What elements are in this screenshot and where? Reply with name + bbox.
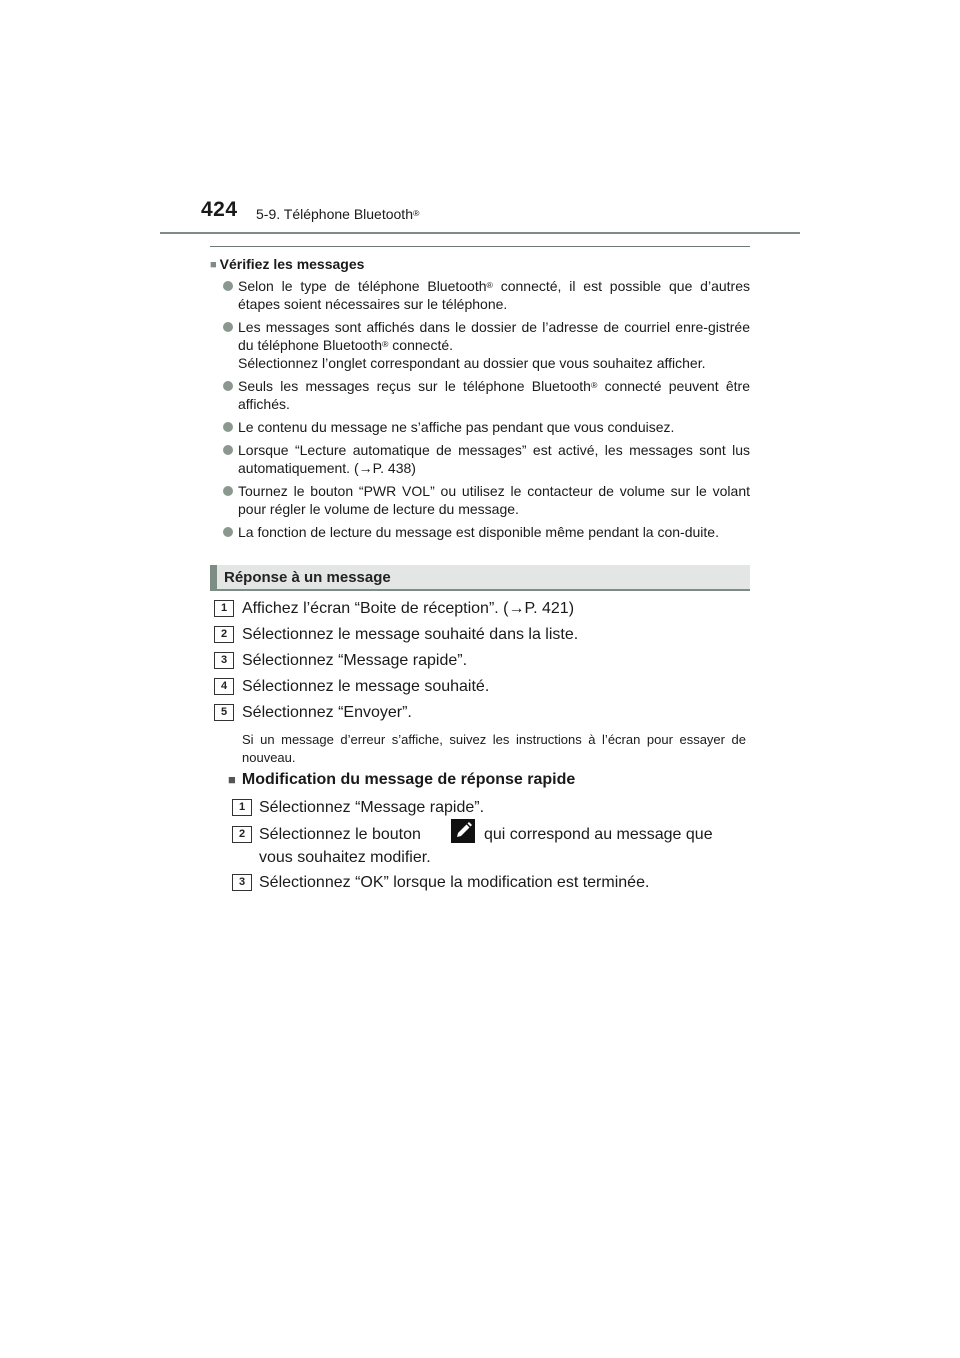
reply-step: Sélectionnez le message souhaité dans la liste.: [242, 626, 579, 643]
note-item: Les messages sont affichés dans le dossier de l’adresse de courriel enre-gistrée du téléphone Bluetooth® connecté. Sélectionnez l’onglet correspondant au dossier que vous souhaitez afficher.: [210, 318, 750, 372]
step-number-badge: 2: [214, 626, 234, 643]
error-note: Si un message d’erreur s’affiche, suivez les instructions à l’écran pour essayer de nouveau.: [242, 732, 746, 765]
round-bullet-icon: [223, 381, 233, 391]
notes-heading: ■ Vérifiez les messages: [210, 256, 365, 272]
reply-section-banner: [210, 565, 750, 591]
reply-step: Affichez l’écran “Boite de réception”. (→P. 421): [242, 600, 575, 617]
note-item: Seuls les messages reçus sur le téléphone Bluetooth® connecté peuvent être affichés.: [210, 377, 750, 413]
reply-section-title: Réponse à un message: [224, 569, 391, 586]
pencil-icon-svg: [451, 819, 475, 843]
note-item: Lorsque “Lecture automatique de messages” est activé, les messages sont lus automatiquement. (→P. 438): [210, 441, 750, 477]
round-bullet-icon: [223, 422, 233, 432]
round-bullet-icon: [223, 527, 233, 537]
quick-reply-step-continued: qui correspond au message que: [484, 826, 713, 843]
note-item: Selon le type de téléphone Bluetooth® connecté, il est possible que d’autres étapes soient nécessaires sur le téléphone.: [210, 277, 750, 313]
page-number: 424: [201, 198, 238, 221]
round-bullet-icon: [223, 486, 233, 496]
pencil-edit-icon: [451, 819, 475, 843]
step-number-badge: 1: [232, 799, 252, 816]
note-item: Le contenu du message ne s’affiche pas pendant que vous conduisez.: [210, 418, 750, 436]
chapter-title: 5-9. Téléphone Bluetooth®: [256, 206, 420, 222]
round-bullet-icon: [223, 445, 233, 455]
banner-accent-bar: [210, 565, 217, 589]
step-number-badge: 5: [214, 704, 234, 721]
step-number-badge: 2: [232, 826, 252, 843]
step-number-badge: 3: [214, 652, 234, 669]
square-bullet-icon: ■: [228, 772, 236, 787]
section-top-rule: [210, 246, 750, 247]
note-item: La fonction de lecture du message est disponible même pendant la con-duite.: [210, 523, 750, 541]
step-number-badge: 3: [232, 874, 252, 891]
quick-reply-step: Sélectionnez le bouton: [259, 826, 421, 843]
quick-reply-step: Sélectionnez “OK” lorsque la modification est terminée.: [259, 874, 650, 891]
check-messages-notes: [210, 254, 750, 546]
round-bullet-icon: [223, 281, 233, 291]
notes-list: [210, 277, 750, 541]
reply-step: Sélectionnez “Message rapide”.: [242, 652, 468, 669]
step-number-badge: 4: [214, 678, 234, 695]
step-number-badge: 1: [214, 600, 234, 617]
quick-reply-step: Sélectionnez “Message rapide”.: [259, 799, 485, 816]
header-rule: [160, 232, 800, 234]
reply-step: Sélectionnez “Envoyer”.: [242, 704, 412, 721]
square-bullet-icon: ■: [210, 259, 217, 271]
note-item: Tournez le bouton “PWR VOL” ou utilisez le contacteur de volume sur le volant pour régler le volume de lecture du message.: [210, 482, 750, 518]
reply-step: Sélectionnez le message souhaité.: [242, 678, 490, 695]
quick-reply-heading: ■ Modification du message de réponse rapide: [228, 771, 576, 788]
quick-reply-step-line2: vous souhaitez modifier.: [259, 849, 431, 866]
round-bullet-icon: [223, 322, 233, 332]
